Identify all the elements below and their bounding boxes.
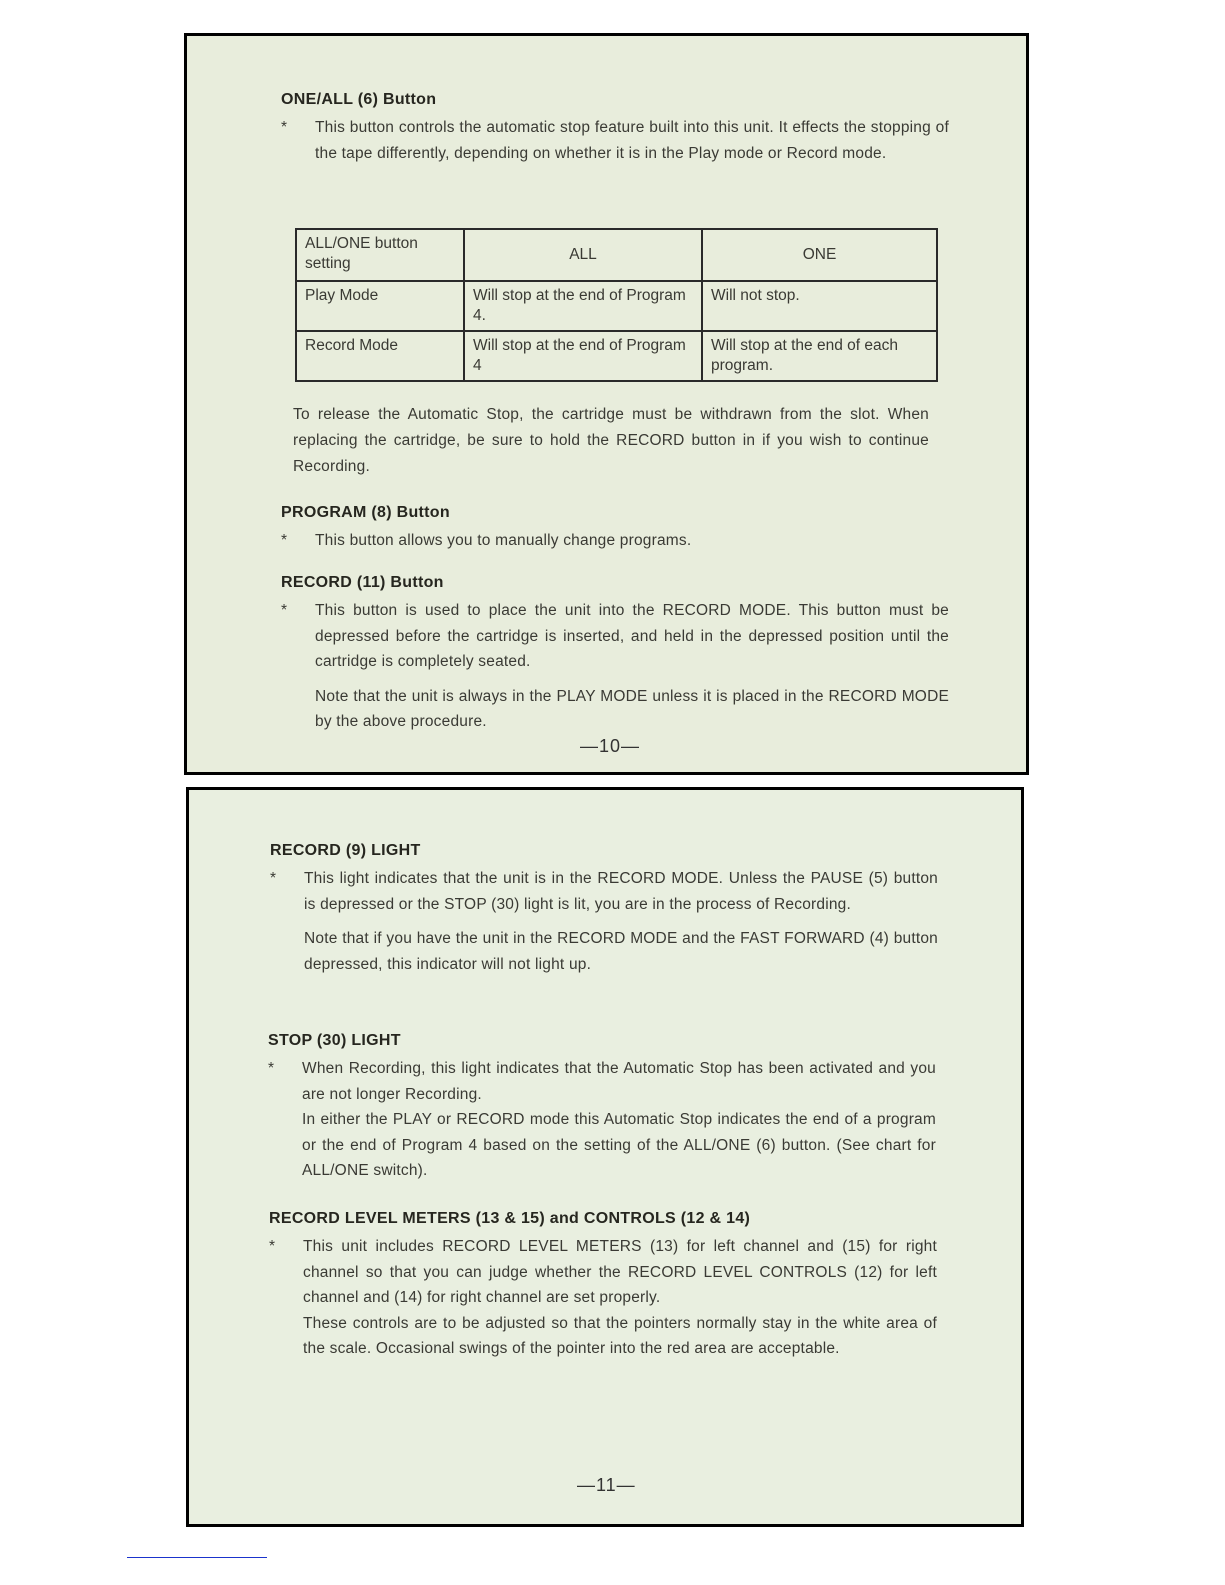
section-stop-light [268, 1032, 936, 1184]
bullet-item [270, 866, 938, 977]
table-cell: Will stop at the end of each program. [702, 331, 937, 381]
bullet-marker: * [269, 1238, 276, 1255]
table-cell: Will stop at the end of Program 4. [464, 281, 702, 331]
section-heading: PROGRAM (8) Button [281, 504, 450, 521]
table-cell: Record Mode [296, 331, 464, 381]
section-heading: ONE/ALL (6) Button [281, 91, 437, 108]
page-number: —10— [580, 736, 641, 756]
paragraph: This button controls the automatic stop feature built into this unit. It effects the stopping of the tape differently, depending on whether it is in the Play mode or Record mode. [315, 119, 949, 162]
table-header-cell: ALL [464, 229, 702, 281]
section-heading: RECORD LEVEL METERS (13 & 15) and CONTROLS (12 & 14) [269, 1210, 751, 1227]
paragraph: This button is used to place the unit into the RECORD MODE. This button must be depressed before the cartridge is inserted, and held in the depressed position until the cartridge is completely seated. [315, 602, 949, 670]
bullet-item [281, 115, 949, 166]
section-one-all-button [281, 91, 949, 166]
section-record-light [270, 842, 938, 977]
bullet-marker: * [281, 602, 288, 619]
table-row [296, 331, 937, 381]
all-one-settings-table [295, 228, 938, 382]
manual-page-11 [186, 787, 1024, 1527]
paragraph: This unit includes RECORD LEVEL METERS (13) for left channel and (15) for right channel so that you can judge whether the RECORD LEVEL CONTROLS (12) for left channel and (14) for right channel are set properly. [303, 1238, 937, 1306]
paragraph: When Recording, this light indicates that the Automatic Stop has been activated and you are not longer Recording. [302, 1060, 936, 1103]
bullet-item [269, 1234, 937, 1362]
bullet-item [281, 598, 949, 735]
table-header-row [296, 229, 937, 281]
table-cell: Will stop at the end of Program 4 [464, 331, 702, 381]
section-heading: RECORD (9) LIGHT [270, 842, 421, 859]
paragraph: In either the PLAY or RECORD mode this Automatic Stop indicates the end of a program or the end of Program 4 based on the setting of the ALL/ONE (6) button. (See chart for ALL/ONE switch). [302, 1111, 936, 1179]
note-paragraph: Note that the unit is always in the PLAY MODE unless it is placed in the RECORD MODE by the above procedure. [315, 687, 949, 730]
table-header-cell: ALL/ONE button setting [296, 229, 464, 281]
section-program-button [281, 504, 949, 554]
bullet-marker: * [268, 1060, 275, 1077]
note-paragraph: Note that if you have the unit in the RECORD MODE and the FAST FORWARD (4) button depressed, this indicator will not light up. [304, 930, 938, 973]
table-cell: Will not stop. [702, 281, 937, 331]
section-heading: STOP (30) LIGHT [268, 1032, 401, 1049]
release-paragraph: To release the Automatic Stop, the cartridge must be withdrawn from the slot. When replacing the cartridge, be sure to hold the RECORD button in if you wish to continue Recording. [293, 406, 929, 475]
paragraph: This light indicates that the unit is in the RECORD MODE. Unless the PAUSE (5) button is depressed or the STOP (30) light is lit, you are in the process of Recording. [304, 870, 938, 913]
section-heading: RECORD (11) Button [281, 574, 444, 591]
bullet-marker: * [281, 119, 288, 136]
bullet-item [281, 528, 949, 554]
paragraph: This button allows you to manually change programs. [315, 532, 692, 549]
footer-rule [127, 1557, 267, 1558]
table-header-cell: ONE [702, 229, 937, 281]
paragraph: These controls are to be adjusted so that the pointers normally stay in the white area of the scale. Occasional swings of the pointer into the red area are acceptable. [303, 1314, 937, 1357]
bullet-marker: * [281, 532, 288, 549]
bullet-marker: * [270, 870, 277, 887]
section-record-button [281, 574, 949, 735]
bullet-item [268, 1056, 936, 1184]
manual-page-10 [184, 33, 1029, 775]
page-number: —11— [577, 1475, 636, 1495]
section-record-level-meters [269, 1210, 937, 1362]
table-cell: Play Mode [296, 281, 464, 331]
table-row [296, 281, 937, 331]
